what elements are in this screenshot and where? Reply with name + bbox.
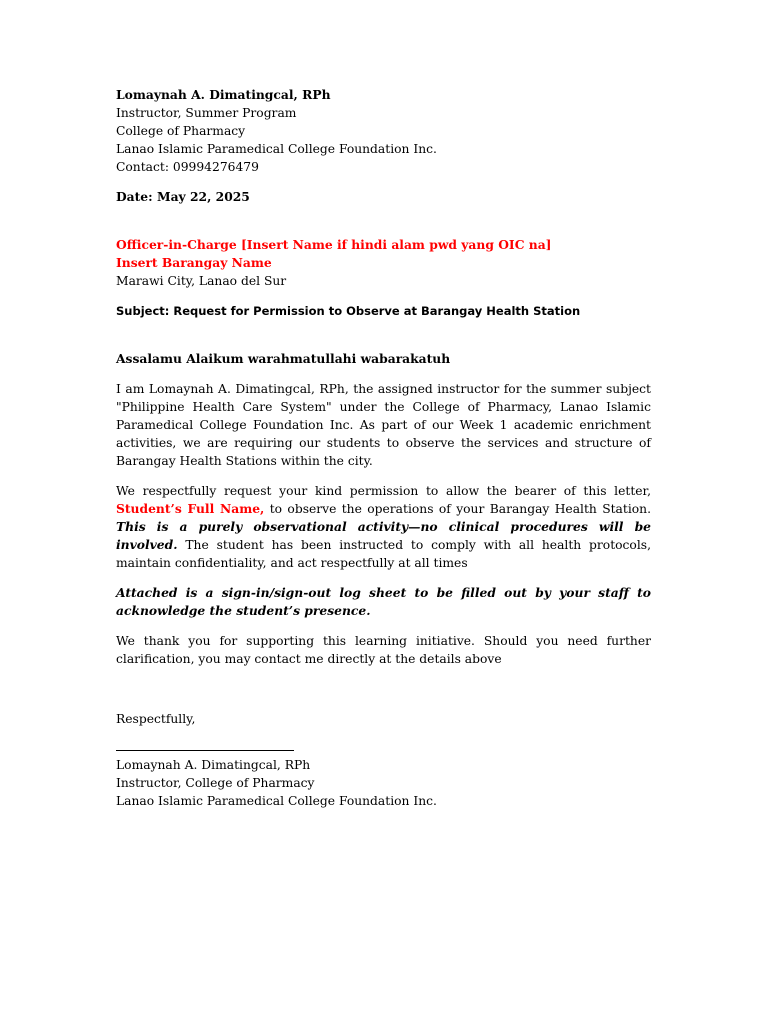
signature-name: Lomaynah A. Dimatingcal, RPh	[116, 758, 311, 772]
subject-line: Subject: Request for Permission to Observe at Barangay Health Station	[116, 304, 581, 318]
recipient-barangay: Insert Barangay Name	[116, 255, 272, 270]
signature-title: Instructor, College of Pharmacy	[116, 776, 315, 790]
greeting: Assalamu Alaikum warahmatullahi wabarakatuh	[116, 351, 451, 366]
recipient-officer: Officer-in-Charge [Insert Name if hindi alam pwd yang OIC na]	[116, 237, 552, 252]
signature-block	[116, 756, 651, 810]
letter	[116, 86, 651, 810]
sender-name: Lomaynah A. Dimatingcal, RPh	[116, 87, 331, 102]
paragraph-intro: I am Lomaynah A. Dimatingcal, RPh, the assigned instructor for the summer subject "Philippine Health Care System" under the College of Pharmacy, Lanao Islamic Paramedical College Foundation Inc. As part of our Week 1 academic enrichment activities, we are requiring our students to observe the services and structure of Barangay Health Stations within the city.	[116, 382, 651, 468]
observational-emphasis: This is a purely observational activity—no clinical procedures will be involved.	[116, 519, 651, 552]
paragraph-thanks: We thank you for supporting this learning initiative. Should you need further clarification, you may contact me directly at the details above	[116, 634, 651, 666]
signature-institution: Lanao Islamic Paramedical College Foundation Inc.	[116, 794, 437, 808]
paragraph-request	[116, 482, 651, 572]
closing: Respectfully,	[116, 712, 196, 726]
student-name-placeholder: Student’s Full Name,	[116, 501, 265, 516]
sender-contact: Contact: 09994276479	[116, 160, 259, 174]
recipient-city: Marawi City, Lanao del Sur	[116, 274, 287, 288]
recipient-block	[116, 236, 651, 290]
letter-date: Date: May 22, 2025	[116, 189, 250, 204]
request-middle: to observe the operations of your Barangay Health Station.	[264, 502, 651, 516]
request-end: The student has been instructed to comply with all health protocols, maintain confidentiality, and act respectfully at all times	[116, 538, 651, 570]
sender-institution: Lanao Islamic Paramedical College Foundation Inc.	[116, 142, 437, 156]
request-intro: We respectfully request your kind permission to allow the bearer of this letter,	[116, 484, 651, 498]
paragraph-attachment: Attached is a sign-in/sign-out log sheet to be filled out by your staff to acknowledge the student’s presence.	[116, 585, 651, 618]
sender-college: College of Pharmacy	[116, 124, 246, 138]
sender-title: Instructor, Summer Program	[116, 106, 297, 120]
signature-line	[116, 750, 294, 751]
sender-block	[116, 86, 651, 176]
